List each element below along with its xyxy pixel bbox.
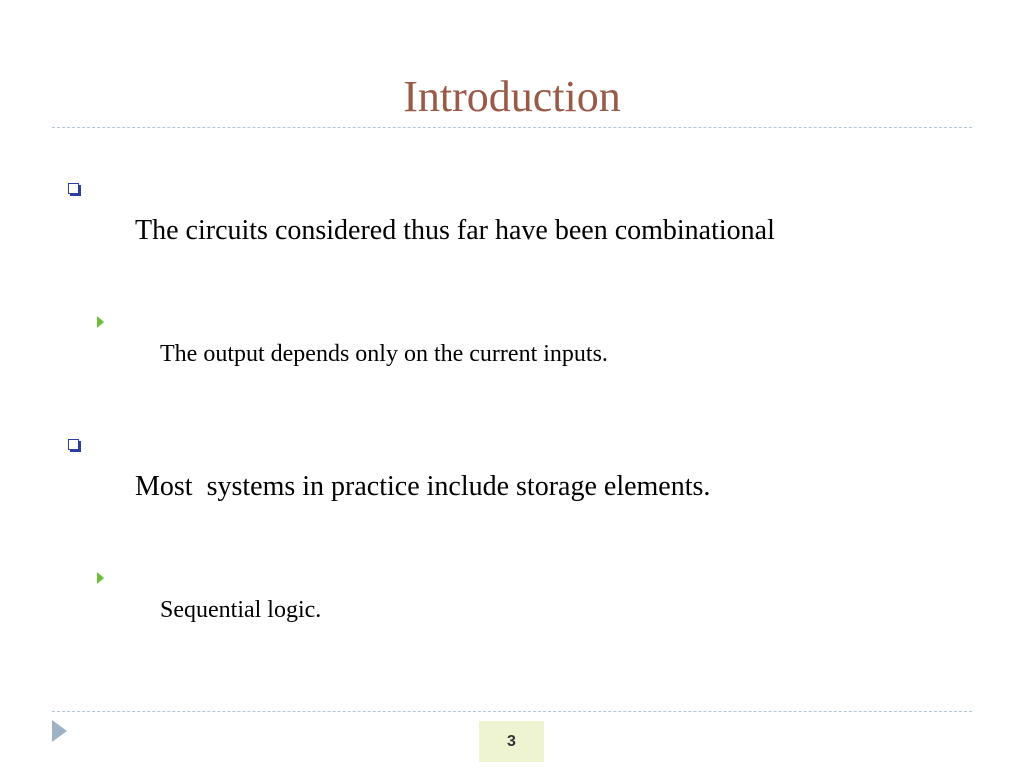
square-bullet-icon bbox=[68, 439, 79, 450]
sub-bullet-item bbox=[62, 306, 962, 402]
footer-divider bbox=[52, 711, 972, 712]
sub-bullet-text: Sequential logic. bbox=[160, 597, 322, 623]
title-divider bbox=[52, 127, 972, 128]
bullet-text: The circuits considered thus far have been combinational bbox=[135, 215, 775, 246]
slide-title: Introduction bbox=[403, 72, 621, 121]
page-number: 3 bbox=[479, 721, 544, 762]
bullet-item bbox=[62, 168, 962, 294]
slide-body bbox=[62, 168, 962, 658]
triangle-bullet-icon bbox=[97, 316, 104, 328]
bullet-text: Most systems in practice include storage elements. bbox=[135, 471, 711, 502]
square-bullet-icon bbox=[68, 183, 79, 194]
sub-bullet-text: The output depends only on the current inputs. bbox=[160, 341, 608, 367]
triangle-bullet-icon bbox=[97, 572, 104, 584]
bullet-item bbox=[62, 424, 962, 550]
play-arrow-icon[interactable] bbox=[52, 720, 67, 742]
sub-bullet-item bbox=[62, 562, 962, 658]
